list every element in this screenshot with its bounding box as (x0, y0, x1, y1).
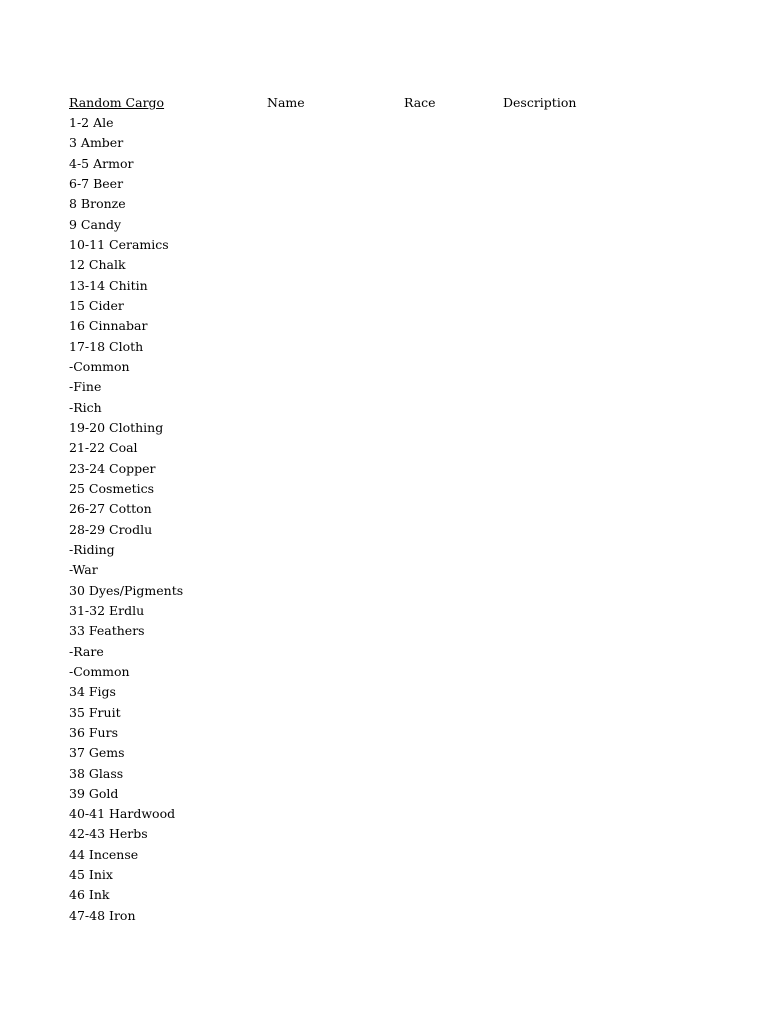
list-item: 31-32 Erdlu (69, 602, 145, 618)
list-item: 6-7 Beer (69, 175, 124, 191)
list-item: 35 Fruit (69, 704, 121, 720)
list-item: 47-48 Iron (69, 907, 136, 923)
list-item: 36 Furs (69, 724, 118, 740)
list-item: 33 Feathers (69, 623, 145, 639)
list-item: 28-29 Crodlu (69, 521, 153, 537)
list-item: 45 Inix (69, 867, 113, 883)
list-item: 21-22 Coal (69, 440, 138, 456)
list-item: 19-20 Clothing (69, 419, 164, 435)
list-item: 8 Bronze (69, 196, 126, 212)
list-item: 15 Cider (69, 297, 124, 313)
list-item: 37 Gems (69, 745, 125, 761)
list-item: 38 Glass (69, 765, 124, 781)
name-column-heading: Name (267, 95, 305, 110)
list-item: 1-2 Ale (69, 115, 114, 130)
description-column-heading: Description (503, 95, 577, 110)
list-item: 46 Ink (69, 887, 110, 903)
list-item: 3 Amber (69, 135, 124, 151)
race-column-heading: Race (404, 95, 436, 110)
list-item: 44 Incense (69, 846, 139, 862)
list-item: 13-14 Chitin (69, 277, 148, 293)
list-item: 25 Cosmetics (69, 480, 155, 496)
list-item: 39 Gold (69, 785, 119, 801)
list-item: -Riding (69, 541, 115, 557)
list-item: 16 Cinnabar (69, 318, 148, 334)
list-item: -Fine (69, 379, 102, 395)
cargo-list (69, 114, 183, 927)
list-item: 42-43 Herbs (69, 826, 148, 842)
list-item: -Rich (69, 399, 102, 415)
list-item: 12 Chalk (69, 257, 126, 273)
list-item: 17-18 Cloth (69, 338, 144, 354)
list-item: 23-24 Copper (69, 460, 156, 476)
list-item: 34 Figs (69, 684, 116, 700)
list-item: -War (69, 562, 98, 578)
table-header-row (0, 94, 768, 112)
list-item: -Common (69, 663, 130, 679)
random-cargo-heading: Random Cargo (69, 95, 165, 110)
list-item: 9 Candy (69, 216, 122, 232)
list-item: 40-41 Hardwood (69, 806, 176, 822)
list-item: 10-11 Ceramics (69, 236, 169, 252)
list-item: 4-5 Armor (69, 155, 134, 171)
list-item: 26-27 Cotton (69, 501, 152, 517)
list-item: -Common (69, 358, 130, 374)
list-item: -Rare (69, 643, 104, 659)
list-item: 30 Dyes/Pigments (69, 582, 184, 598)
